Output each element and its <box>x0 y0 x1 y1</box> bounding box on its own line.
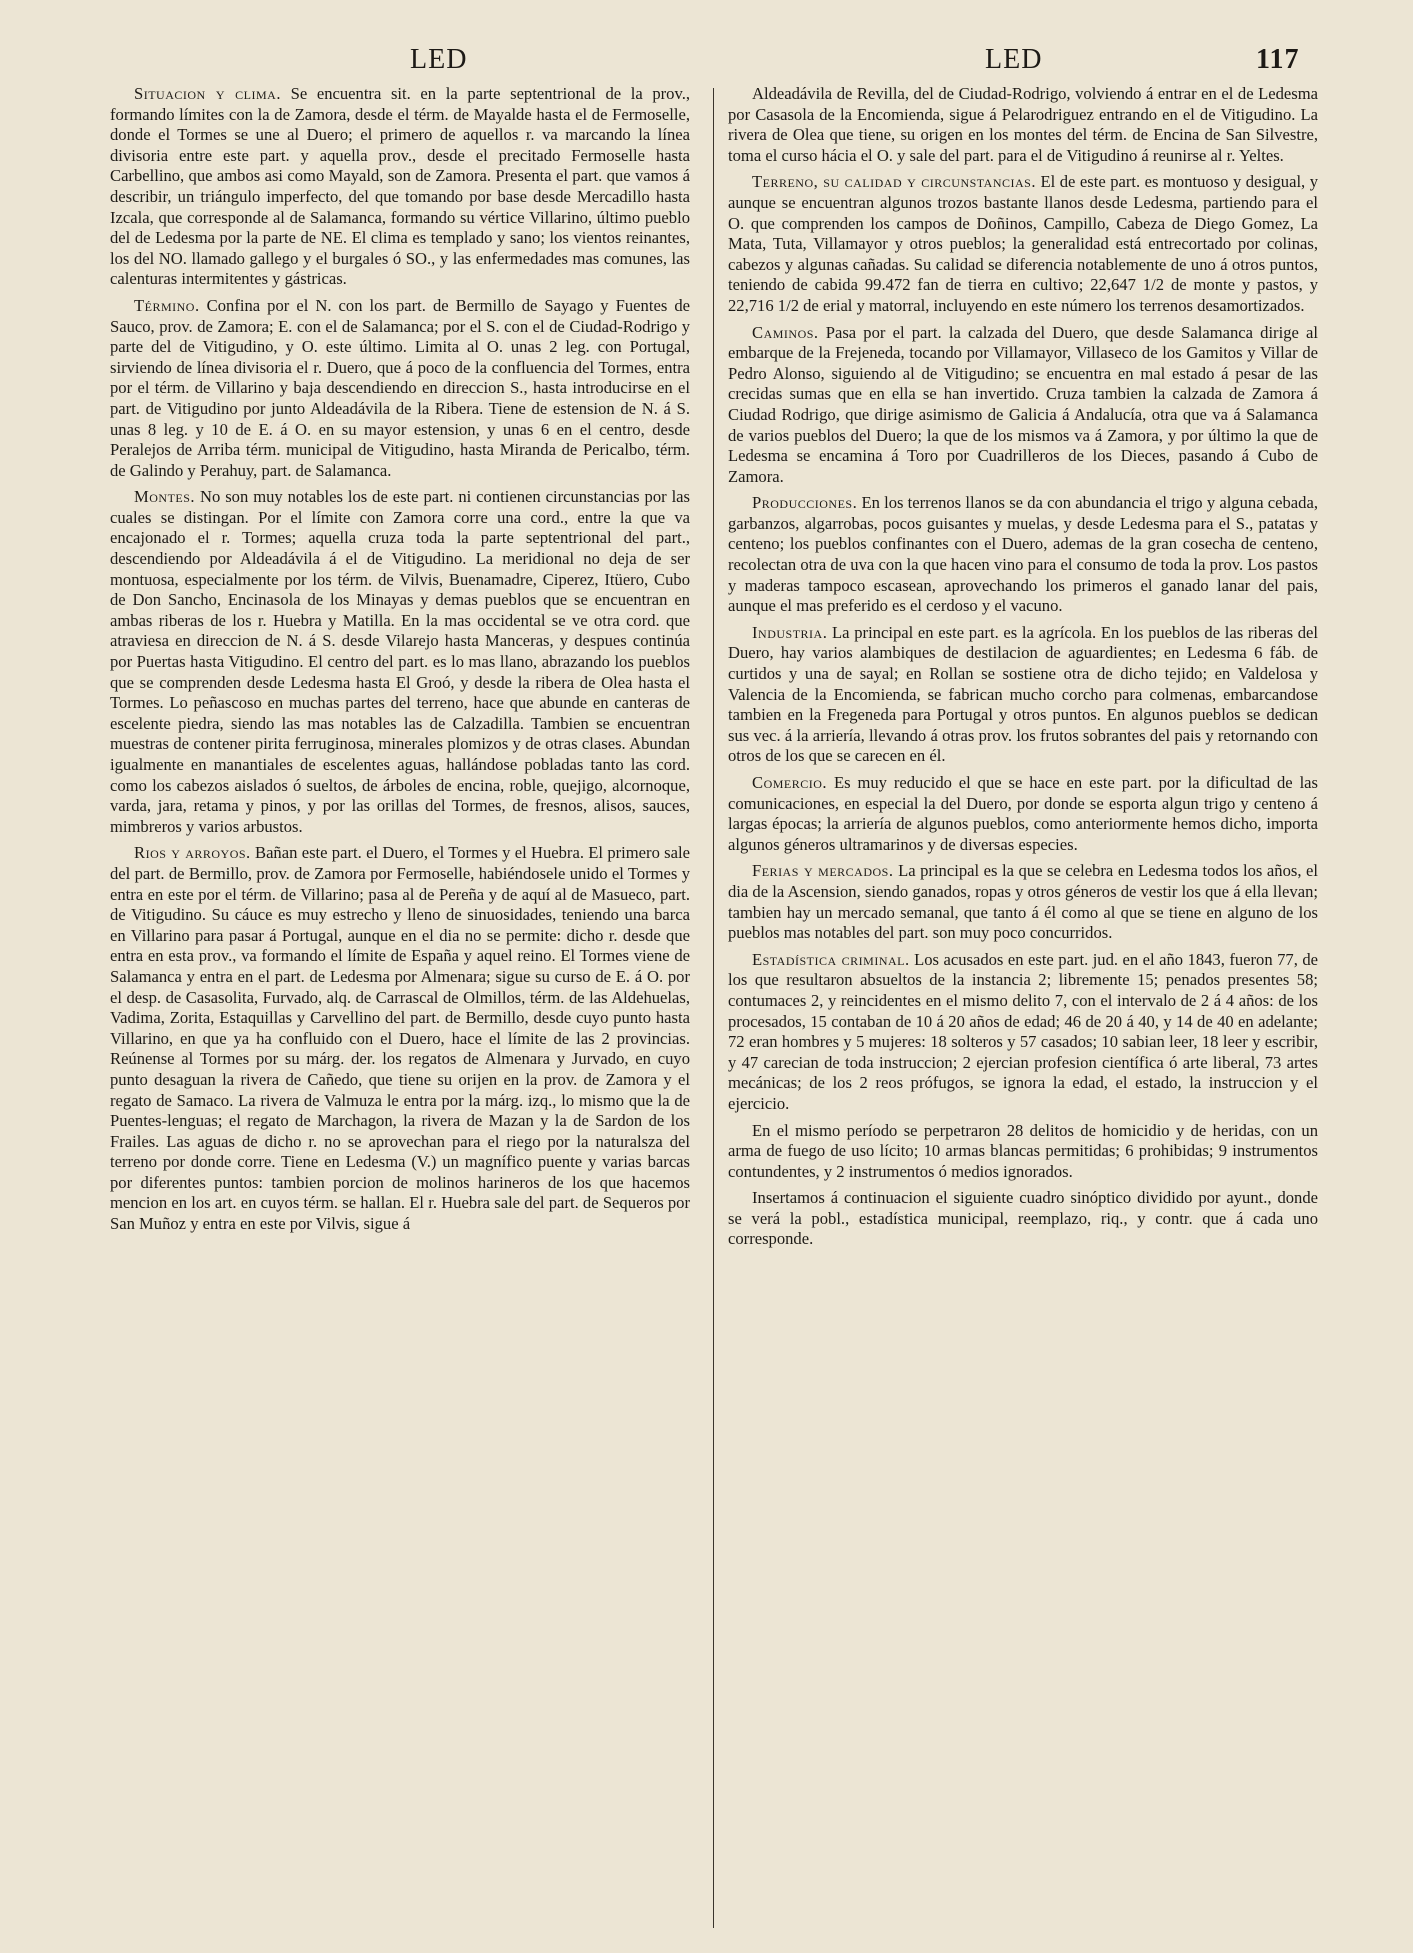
column-divider <box>713 88 714 1928</box>
article-paragraph <box>728 493 1318 617</box>
paragraph-text: Es muy reducido el que se hace en este part. por la dificultad de las comunicaciones, en especial la del Duero, por donde se esporta algun trigo y centeno á largas épocas; la arriería de algunos pueblos, como anteriormente hemos dicho, importa algunos géneros ultramarinos y de diversas especies. <box>728 773 1318 854</box>
section-heading: Rios y arroyos. <box>134 843 251 863</box>
article-paragraph <box>110 84 690 290</box>
section-heading: Montes. <box>134 487 196 507</box>
paragraph-text: Pasa por el part. la calzada del Duero, que desde Salamanca dirige al embarque de la Frejeneda, tocando por Villamayor, Villaseco de los Gamitos y Villar de Pedro Alonso, siguiendo al de Vitigudino; se encuentra en mal estado á pesar de las crecidas sumas que en ella se han invertido. Cruza tambien la calzada de Zamora á Ciudad Rodrigo, que dirige asimismo de Galicia á Andalucía, otra que va á Salamanca de varios pueblos del Duero; la que de los mismos va á Zamora, y por último la que de Ledesma se encamina á Toro por Cuadrilleros de los Dieces, pasando á Cubo de Zamora. <box>728 322 1318 486</box>
section-heading: Estadística criminal. <box>752 949 910 969</box>
paragraph-text: La principal en este part. es la agrícola. En los pueblos de las riberas del Duero, hay varios alambiques de destilacion de aguardientes; en Ledesma 6 fáb. de curtidos y una de sayal; en Rollan se sostiene otra de dicho tejido; en Valdelosa y Valencia de la Encomienda, se fabrican mucho corcho para colmenas, embarcandose tambien en la Fregeneda para Portugal y otros puntos. En algunos pueblos se dedican sus vec. á la arriería, llevando á otras prov. los frutos sobrantes del pais y retornando con otros de los que se carecen en él. <box>728 622 1318 766</box>
paragraph-text: En el mismo período se perpetraron 28 delitos de homicidio y de heridas, con un arma de fuego de uso lícito; 10 armas blancas permitidas; 6 prohibidas; 9 instrumentos contundentes, y 2 instrumentos ó medios ignorados. <box>728 1120 1318 1181</box>
paragraph-text: Insertamos á continuacion el siguiente cuadro sinóptico dividido por ayunt., donde se verá la pobl., estadística municipal, reemplazo, riq., y contr. que á cada uno corresponde. <box>728 1188 1318 1249</box>
section-heading: Situacion y clima. <box>134 84 281 103</box>
page-number: 117 <box>1256 44 1300 75</box>
article-paragraph <box>728 950 1318 1115</box>
right-column <box>728 84 1318 1256</box>
article-paragraph <box>728 323 1318 488</box>
section-heading: Término. <box>134 295 200 315</box>
article-paragraph <box>728 172 1318 316</box>
paragraph-text: El de este part. es montuoso y desigual, y aunque se encuentran algunos trozos bastante llanos desde Ledesma, partiendo para el O. que comprenden los campos de Doñinos, Campillo, Cabeza de Diego Gomez, La Mata, Tuta, Villamayor y otros pueblos; la generalidad está entrecortado por colinas, cabezos y algunas cañadas. Su calidad se diferencia notablemente de uno á otros puntos, teniendo de cabida 99.472 fan de tierra en cultivo; 22,647 1/2 de monte y pastos, y 22,716 1/2 de erial y matorral, incluyendo en este número los terrenos desamortizados. <box>728 172 1318 315</box>
section-heading: Ferias y mercados. <box>752 861 894 881</box>
section-heading: Comercio. <box>752 773 828 792</box>
article-paragraph <box>728 84 1318 166</box>
article-paragraph <box>728 623 1318 767</box>
paragraph-text: Aldeadávila de Revilla, del de Ciudad-Rodrigo, volviendo á entrar en el de Ledesma por Casasola de la Encomienda, sigue á Pelarodriguez entrando en el de Vitigudino. La rivera de Olea que tiene, su origen en los montes del térm. de Encina de San Silvestre, toma el curso hácia el O. y sale del part. para el de Vitigudino á reunirse al r. Yeltes. <box>728 84 1318 165</box>
running-head-right: LED <box>985 44 1043 75</box>
paragraph-text: En los terrenos llanos se da con abundancia el trigo y alguna cebada, garbanzos, algarrobas, pocos guisantes y muelas, y desde Ledesma para el S., patatas y centeno; los pueblos confinantes con el Duero, ademas de la gran cosecha de centeno, recolectan otra de uva con la que hacen vino para el consumo de toda la prov. Los pastos y maderas tampoco escasean, aprovechando los primeros el ganado lanar del pais, aunque el mas preferido es el cerdoso y el vacuno. <box>728 493 1318 616</box>
paragraph-text: Bañan este part. el Duero, el Tormes y el Huebra. El primero sale del part. de Bermillo, prov. de Zamora por Fermoselle, habiéndosele unido el Tormes y entra en este por el térm. de Villarino; pasa al de Pereña y de aquí al de Masueco, part. de Vitigudino. Su cáuce es muy estrecho y lleno de sinuosidades, teniendo una barca en Villarino para pasar á Portugal, aunque en el dia no se permite: dicho r. desde que entra en esta prov., va formando el límite de España y aquel reino. El Tormes viene de Salamanca y entra en el part. de Ledesma por Almenara; sigue su curso de E. á O. por el desp. de Casasolita, Furvado, alq. de Carrascal de Olmillos, térm. de las Aldehuelas, Vadima, Zorita, Estaquillas y Carvellino del part. de Bermillo, desde cuyo punto hasta Villarino, en que ya ha confluido con el Duero, hace el límite de las 2 provincias. Reúnense al Tormes por su márg. der. los regatos de Almenara y Jurvado, en cuyo punto desaguan la rivera de Cañedo, que tiene su orijen en la prov. de Zamora y el regato de Samaco. La rivera de Valmuza le entra por la márg. izq., lo mismo que la de Puentes-lenguas; el regato de Marchagon, la rivera de Mazan y la de Sardon de los Frailes. Las aguas de dicho r. no se aprovechan para el riego por la naturalsza del terreno por donde corre. Tiene en Ledesma (V.) un magnífico puente y varias barcas por diferentes puntos: tambien porcion de molinos harineros de los que hacemos mencion en los art. en cuyos térm. se hallan. El r. Huebra sale del part. de Sequeros por San Muñoz y entra en este por Vilvis, sigue á <box>110 843 690 1234</box>
article-paragraph <box>728 1121 1318 1183</box>
section-heading: Industria. <box>752 622 828 642</box>
paragraph-text: No son muy notables los de este part. ni contienen circunstancias por las cuales se distingan. Por el límite con Zamora corre una cord., entre la que va encajonado el r. Tormes; aquella cruza toda la parte septentrional del part., descendiendo por Aldeadávila á el de Vitigudino. La meridional no deja de ser montuosa, especialmente por los térm. de Vilvis, Buenamadre, Ciperez, Itüero, Cubo de Don Sancho, Encinasola de los Minayas y demas pueblos que se encuentran en ambas riberas de los r. Huebra y Matilla. En la mas occidental se ve otra cord. que atraviesa en direccion de N. á S. desde Vilarejo hasta Manceras, y despues continúa por Puertas hasta Vitigudino. El centro del part. es lo mas llano, abrazando los pueblos que se comprenden desde Ledesma hasta El Groó, y desde la ribera de Olea hasta el Tormes. Lo peñascoso en muchas partes del terreno, hace que abunde en canteras de escelente piedra, siendo las mas notables las de Calzadilla. Tambien se encuentran muestras de contener pirita ferruginosa, minerales plomizos y de otras clases. Abundan igualmente en manantiales de escelentes aguas, hallándose pobladas tanto las cord. como los cabezos aislados ó sueltos, de árboles de encina, roble, quejigo, alcornoque, varda, jara, retama y pinos, y por las orillas del Tormes, de fresnos, alisos, sauces, mimbreros y varios arbustos. <box>110 487 690 836</box>
paragraph-text: Se encuentra sit. en la parte septentrional de la prov., formando límites con la de Zamora, desde el térm. de Mayalde hasta el de Fermoselle, donde el Tormes se une al Duero; el primero de aquellos r. va marcando la línea divisoria entre este part. y aquella prov., desde el precitado Fermoselle hasta Carbellino, que ambos asi como Mayald, son de Zamora. Presenta el part. que vamos á describir, un triángulo imperfecto, del que tomando por base desde Mercadillo hasta Izcala, que corresponde al de Salamanca, formando su vértice Villarino, último pueblo del de Ledesma por la parte de NE. El clima es templado y sano; los vientos reinantes, los del NO. llamado gallego y el burgales ó SO., y las enfermedades mas comunes, las calenturas intermitentes y gástricas. <box>110 84 690 289</box>
paragraph-text: La principal es la que se celebra en Ledesma todos los años, el dia de la Ascension, siendo ganados, ropas y otros géneros de vestir los que á ella llevan; tambien hay un mercado semanal, que tanto á él como al que se tiene en alguno de los pueblos mas notables del part. son muy poco concurridos. <box>728 861 1319 943</box>
paragraph-text: Confina por el N. con los part. de Bermillo de Sayago y Fuentes de Sauco, prov. de Zamora; E. con el de Salamanca; por el S. con el de Ciudad-Rodrigo y parte del de Vitigudino, y O. este último. Limita al O. unas 2 leg. con Portugal, sirviendo de línea divisoria el r. Duero, que á poco de la confluencia del Tormes, entra por el térm. de Villarino y baja descendiendo en direccion S., hasta introducirse en el part. de Vitigudino por junto Aldeadávila de la Ribera. Tiene de estension de N. á S. unas 8 leg. y 10 de E. á O. en su mayor estension, y unas 6 en el centro, desde Peralejos de Arriba térm. municipal de Vitigudino, hasta Miranda de Pericalbo, térm. de Galindo y Perahuy, part. de Salamanca. <box>110 295 690 480</box>
left-column <box>110 84 690 1241</box>
section-heading: Producciones. <box>752 493 858 513</box>
article-paragraph <box>110 296 690 481</box>
article-paragraph <box>728 861 1318 943</box>
section-heading: Caminos. <box>752 322 819 342</box>
section-heading: Terreno, su calidad y circunstancias. <box>752 172 1036 192</box>
article-paragraph <box>728 773 1318 855</box>
article-paragraph <box>728 1188 1318 1250</box>
article-paragraph <box>110 487 690 837</box>
article-paragraph <box>110 843 690 1234</box>
paragraph-text: Los acusados en este part. jud. en el año 1843, fueron 77, de los que resultaron absueltos de la instancia 2; libremente 15; penados presentes 58; contumaces 2, y reincidentes en el mismo delito 7, con el intervalo de 2 á 4 años: de los procesados, 15 contaban de 10 á 20 años de edad; 46 de 20 á 40, y 14 de 40 en adelante; 72 eran hombres y 5 mujeres: 18 solteros y 57 casados; 10 sabian leer, 18 leer y escribir, y 47 carecian de toda instruccion; 2 ejercian profesion científica ó arte liberal, 73 artes mecánicas; de los 2 reos prófugos, se ignora la edad, el estado, la instruccion y el ejercicio. <box>728 949 1318 1113</box>
running-head-left: LED <box>410 44 468 75</box>
